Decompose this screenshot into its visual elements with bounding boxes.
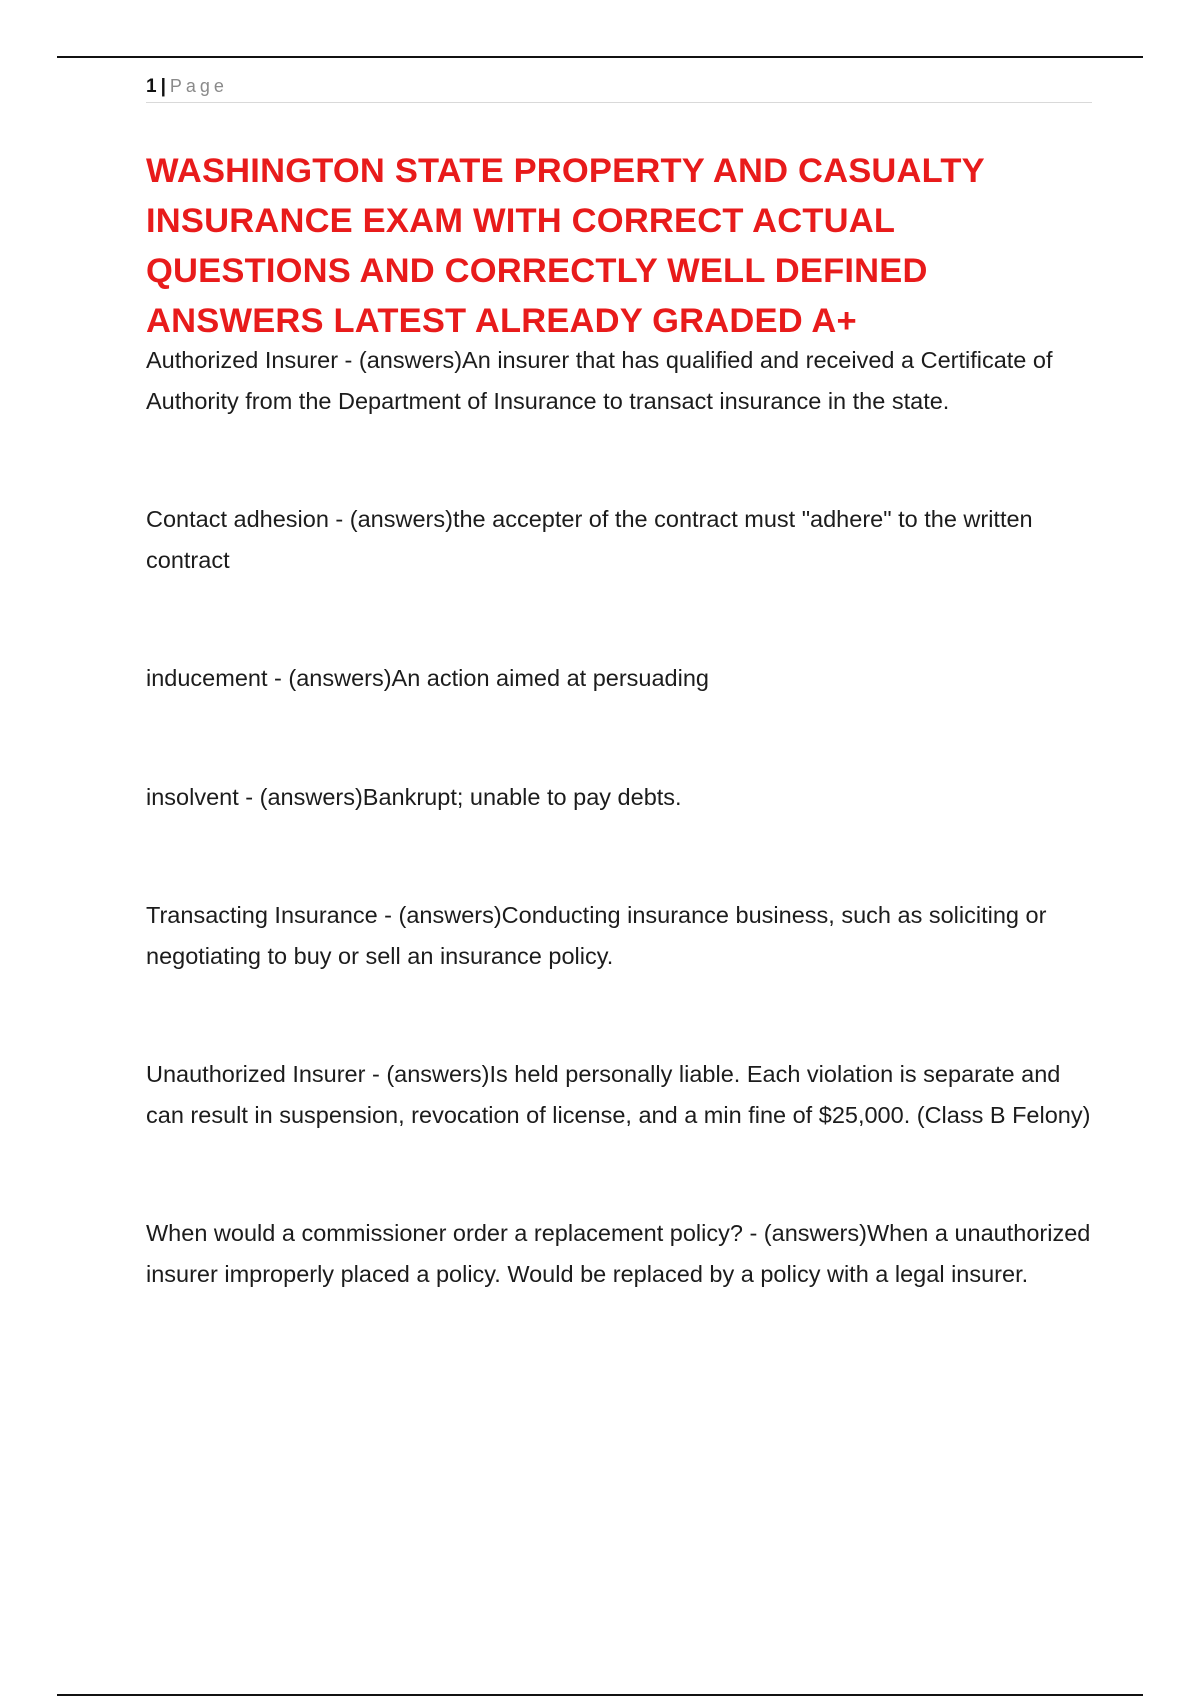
qa-entry-unauthorized-insurer: Unauthorized Insurer - (answers)Is held personally liable. Each violation is separate and can result in suspension, revocation of license, and a min fine of $25,000. (Class B Felony) <box>146 1061 1091 1128</box>
qa-entry-authorized-insurer: Authorized Insurer - (answers)An insurer that has qualified and received a Certificate of Authority from the Department of Insurance to transact insurance in the state. <box>146 347 1053 414</box>
qa-entry-contact-adhesion: Contact adhesion - (answers)the accepter of the contract must "adhere" to the written contract <box>146 506 1033 573</box>
top-border-rule <box>57 56 1143 58</box>
page-header <box>146 72 1092 103</box>
qa-entry-transacting-insurance: Transacting Insurance - (answers)Conducting insurance business, such as soliciting or negotiating to buy or sell an insurance policy. <box>146 902 1047 969</box>
qa-entry-inducement: inducement - (answers)An action aimed at persuading <box>146 665 709 691</box>
bottom-border-rule <box>57 1694 1143 1696</box>
page-label: Page <box>169 76 228 96</box>
page-number: 1 <box>146 76 157 97</box>
qa-entry-replacement-policy: When would a commissioner order a replacement policy? - (answers)When a unauthorized insurer improperly placed a policy. Would be replaced by a policy with a legal insurer. <box>146 1220 1091 1287</box>
qa-entries <box>146 340 1096 1294</box>
page-number-separator: | <box>160 76 166 97</box>
document-title: WASHINGTON STATE PROPERTY AND CASUALTY INSURANCE EXAM WITH CORRECT ACTUAL QUESTIONS AND CORRECTLY WELL DEFINED ANSWERS LATEST ALREADY GRADED A+ <box>146 152 985 340</box>
qa-entry-insolvent: insolvent - (answers)Bankrupt; unable to pay debts. <box>146 783 682 810</box>
